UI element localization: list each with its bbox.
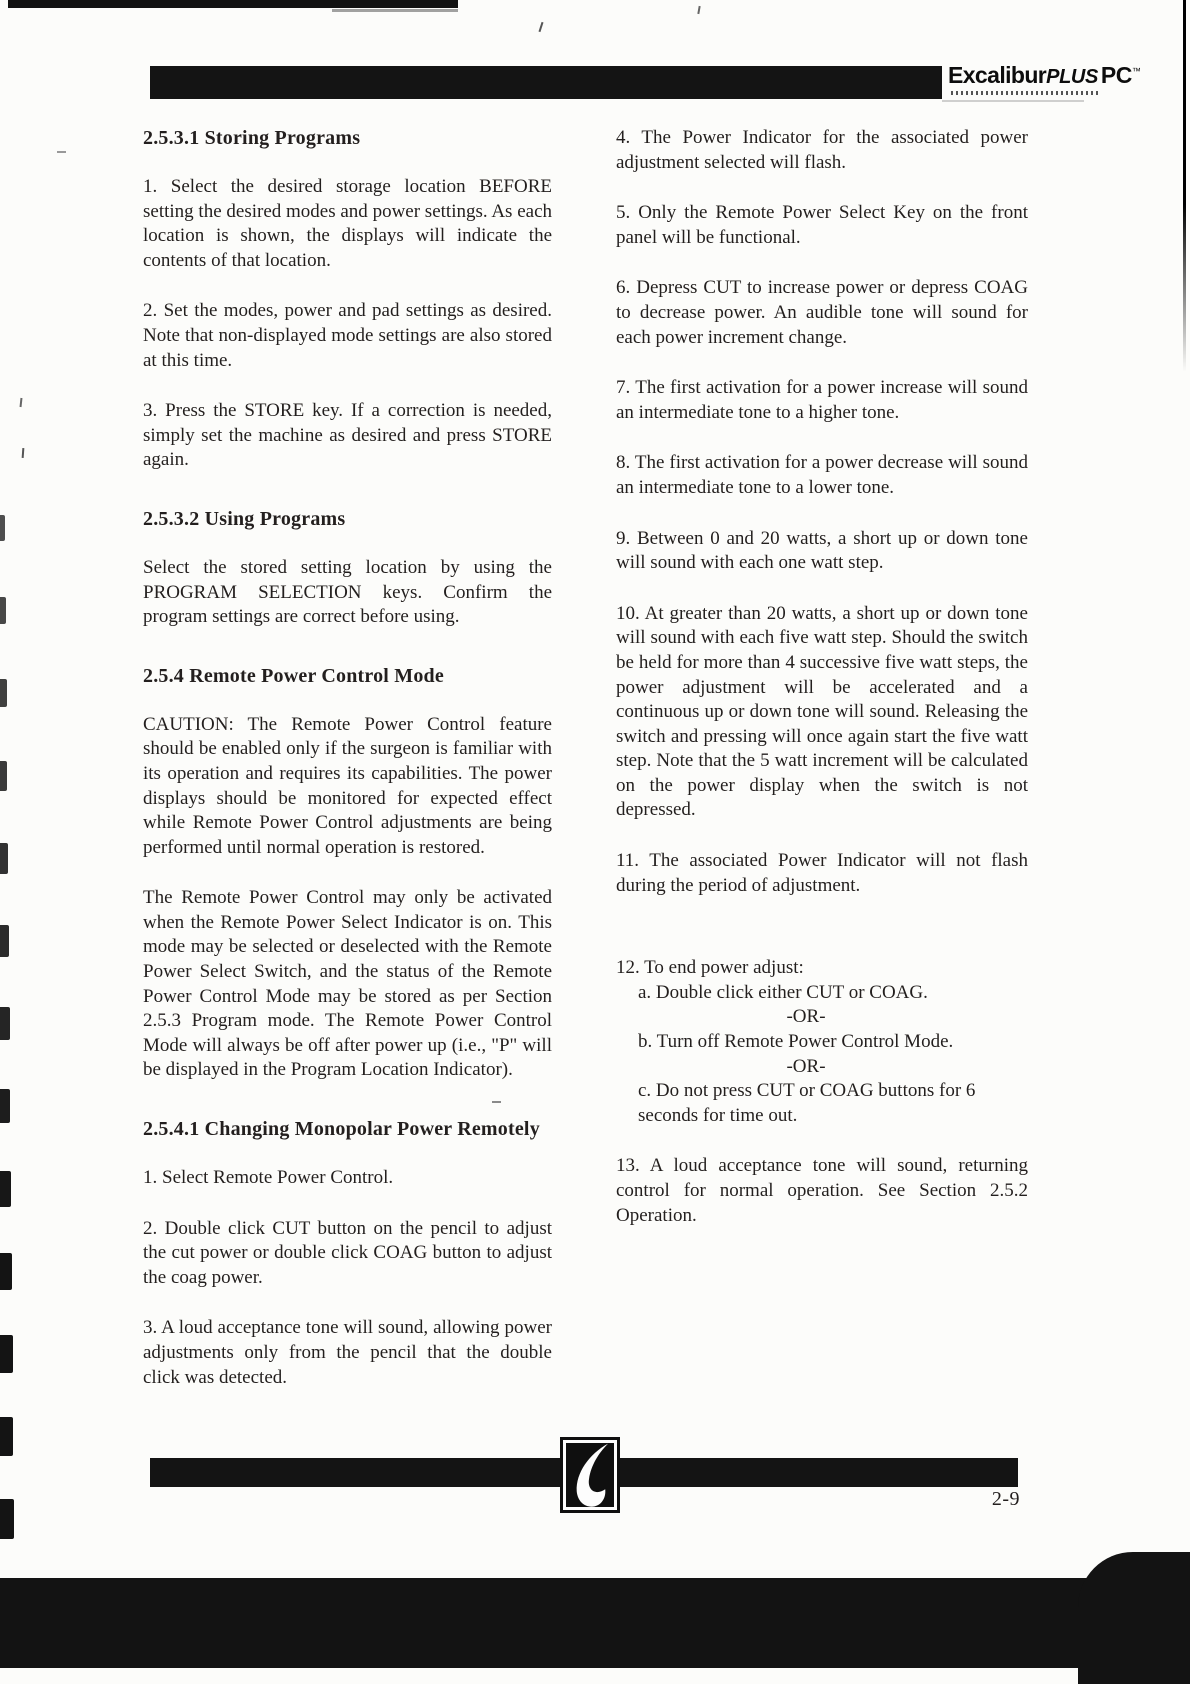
paragraph: 6. Depress CUT to increase power or depress COAG to decrease power. An audible tone will sound for each power increment change. bbox=[616, 277, 1028, 348]
brand-logo-text: Excalibur bbox=[948, 62, 1047, 88]
section-heading: 2.5.3.1 Storing Programs bbox=[143, 127, 361, 149]
header-rule-bar bbox=[150, 66, 942, 99]
binding-scan-mark bbox=[0, 1335, 13, 1373]
scan-artifact bbox=[697, 6, 700, 14]
list-line: 12. To end power adjust: bbox=[616, 957, 804, 979]
scan-artifact bbox=[539, 22, 544, 32]
paragraph: 13. A loud acceptance tone will sound, returning control for normal operation. See Section 2.5.2 Operation. bbox=[616, 1155, 1028, 1226]
binding-scan-mark bbox=[0, 1253, 12, 1290]
paragraph: 2. Double click CUT button on the pencil to adjust the cut power or double click COAG button to adjust the coag power. bbox=[143, 1217, 552, 1288]
header-hairline bbox=[942, 100, 1084, 102]
section-heading: 2.5.4.1 Changing Monopolar Power Remotely bbox=[143, 1118, 540, 1141]
top-edge-scan-strip bbox=[332, 9, 458, 12]
scan-artifact bbox=[20, 398, 23, 407]
binding-scan-mark bbox=[0, 1417, 13, 1456]
list-line: a. Double click either CUT or COAG. bbox=[638, 981, 928, 1003]
binding-scan-mark bbox=[0, 1499, 14, 1539]
list-line: -OR- bbox=[786, 1055, 826, 1077]
brand-tagline-microtext bbox=[951, 91, 1101, 95]
bottom-scan-corner bbox=[1078, 1552, 1190, 1684]
binding-scan-mark bbox=[0, 761, 7, 791]
binding-scan-mark bbox=[0, 925, 9, 957]
paragraph: 10. At greater than 20 watts, a short up or down tone will sound with each five watt step. Should the switch be held for more than 4 successive five watt steps, the power adjustment will be accelerated and a continuous up or down tone will sound. Releasing the switch and pressing will once again start the five watt step. Note that the 5 watt increment will be calculated on the power display when the switch is not depressed. bbox=[616, 602, 1028, 821]
brand-logo bbox=[948, 62, 1141, 89]
page-number: 2-9 bbox=[991, 1488, 1020, 1510]
list-block bbox=[616, 956, 1028, 1128]
left-column bbox=[143, 126, 552, 1416]
top-edge-scan-strip bbox=[8, 0, 458, 8]
section-heading: 2.5.4 Remote Power Control Mode bbox=[143, 664, 444, 687]
binding-scan-mark bbox=[0, 515, 5, 541]
paragraph: Select the stored setting location by using the PROGRAM SELECTION keys. Confirm the program settings are correct before using. bbox=[143, 556, 552, 628]
paragraph: 8. The first activation for a power decrease will sound an intermediate tone to a lower tone. bbox=[616, 452, 1028, 498]
paragraph: 11. The associated Power Indicator will not flash during the period of adjustment. bbox=[616, 850, 1028, 896]
scan-artifact bbox=[22, 448, 25, 458]
paragraph: 4. The Power Indicator for the associated power adjustment selected will flash. bbox=[616, 127, 1028, 173]
paragraph: 1. Select Remote Power Control. bbox=[143, 1167, 394, 1189]
binding-scan-mark bbox=[0, 1007, 10, 1040]
brand-logo-text-italic: PLUS bbox=[1046, 66, 1098, 88]
paragraph: 3. A loud acceptance tone will sound, allowing power adjustments only from the pencil that the double click was detected. bbox=[143, 1317, 552, 1388]
paragraph: 9. Between 0 and 20 watts, a short up or down tone will sound with each one watt step. bbox=[616, 527, 1028, 574]
binding-scan-mark bbox=[0, 679, 7, 707]
right-edge-scan-line bbox=[1183, 0, 1186, 372]
list-line: -OR- bbox=[786, 1006, 826, 1028]
binding-scan-mark bbox=[0, 843, 8, 874]
paragraph: CAUTION: The Remote Power Control feature should be enabled only if the surgeon is familiar with its operation and requires its capabilities. The power displays should be monitored for expected effect while Remote Power Control adjustments are being performed until normal operation is restored. bbox=[143, 713, 552, 858]
brand-logo-text: PC bbox=[1100, 62, 1132, 88]
scan-artifact bbox=[57, 151, 66, 153]
paragraph: 5. Only the Remote Power Select Key on the front panel will be functional. bbox=[616, 202, 1028, 248]
binding-scan-mark bbox=[0, 1089, 10, 1123]
company-swoosh-logo bbox=[560, 1437, 620, 1513]
binding-scan-mark bbox=[0, 1171, 11, 1207]
list-line: c. Do not press CUT or COAG buttons for 6 seconds for time out. bbox=[638, 1080, 976, 1126]
bottom-scan-band bbox=[0, 1578, 1190, 1668]
list-line: b. Turn off Remote Power Control Mode. bbox=[638, 1031, 954, 1053]
binding-scan-mark bbox=[0, 597, 6, 624]
paragraph: The Remote Power Control may only be activated when the Remote Power Select Indicator is on. This mode may be selected or deselected with the Remote Power Select Switch, and the status of the Remote Power Control Mode may be stored as per Section 2.5.3 Program mode. The Remote Power Control Mode will always be off after power up (i.e., "P" will be displayed in the Program Location Indicator). bbox=[143, 887, 552, 1081]
paragraph: 3. Press the STORE key. If a correction is needed, simply set the machine as desired and press STORE again. bbox=[143, 400, 552, 471]
paragraph: 1. Select the desired storage location BEFORE setting the desired modes and power settings. As each location is shown, the displays will indicate the contents of that location. bbox=[143, 176, 552, 271]
swoosh-icon bbox=[560, 1437, 620, 1513]
section-heading: 2.5.3.2 Using Programs bbox=[143, 507, 346, 530]
trademark-symbol: ™ bbox=[1131, 66, 1141, 76]
paragraph: 2. Set the modes, power and pad settings as desired. Note that non-displayed mode settings are also stored at this time. bbox=[143, 300, 552, 371]
right-column bbox=[616, 126, 1028, 1254]
paragraph: 7. The first activation for a power increase will sound an intermediate tone to a higher tone. bbox=[616, 377, 1028, 423]
